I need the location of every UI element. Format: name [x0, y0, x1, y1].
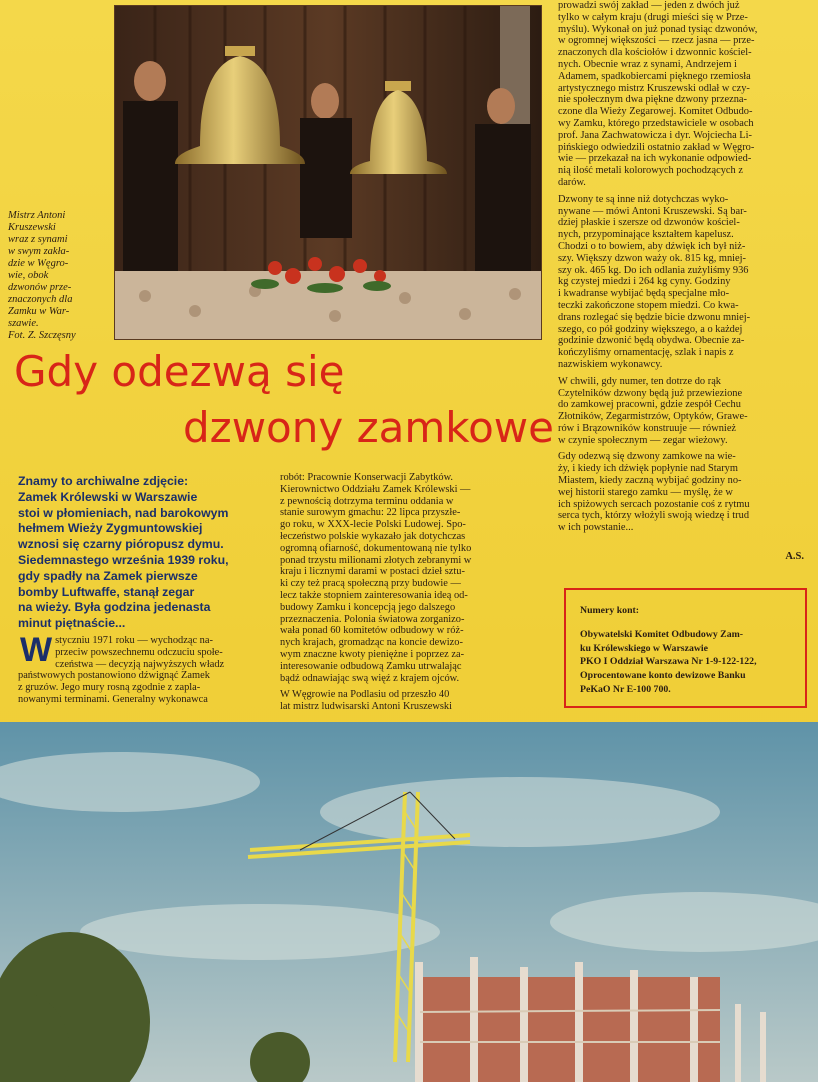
body-line: budowy Zamku i koncepcją jego dalszego	[280, 601, 456, 613]
body-line: lecz także stopniem zainteresowania ideą od-	[280, 589, 468, 601]
body-line: nie społecznym dwa piękne dzwony przezna-	[558, 94, 747, 106]
account-box-line: PeKaO Nr E-100 700.	[580, 683, 671, 695]
body-line: wym znaczne kwoty pieniężne i poprzez za-	[280, 648, 465, 660]
body-line: nych krajach, gromadząc na koncie dewizo-	[280, 637, 463, 649]
caption-line: dzie w Węgro-	[8, 258, 69, 269]
body-line: ży, i kiedy ich dźwięk popłynie nad Starym	[558, 463, 738, 475]
body-line: bądź odnawiając swą więź z krajem ojców.	[280, 672, 460, 684]
paragraph	[558, 376, 810, 447]
body-line: prof. Jana Zachwatowicza i dyr. Wojciecha Li-	[558, 129, 753, 141]
caption-credit: Fot. Z. Szczęsny	[8, 330, 76, 341]
lead-paragraph	[18, 474, 266, 632]
paragraph	[558, 451, 810, 534]
body-line: tylko w całym kraju (drugi mieści się w Prze-	[558, 11, 748, 23]
account-numbers-box	[564, 588, 807, 708]
body-line: kończyliśmy ornamentację, szlak i napis z	[558, 347, 734, 359]
body-line: interesowanie odbudową Zamku utrwalając	[280, 660, 462, 672]
body-line: Chodzi o to bowiem, aby dźwięk ich był niż-	[558, 240, 746, 252]
account-box-title: Numery kont:	[580, 605, 640, 616]
author-signature: A.S.	[785, 551, 804, 562]
account-box-line: ku Królewskiego w Warszawie	[580, 642, 708, 654]
body-line: Złotników, Zegarmistrzów, Optyków, Grawe-	[558, 411, 748, 423]
body-line: kraju i licznymi darami w postaci dzieł sztu-	[280, 566, 465, 578]
bells-photo-illustration	[115, 6, 541, 339]
caption-line: dzwonów prze-	[8, 282, 72, 293]
body-line: nazwiskiem wykonawcy.	[558, 358, 663, 370]
body-line: czeństwa — decyzją najwyższych władz	[55, 658, 225, 670]
caption-line: znaczonych dla	[8, 294, 73, 305]
caption-line: Zamku w War-	[8, 306, 70, 317]
body-line: godzinie dzwonić będą obydwa. Obecnie za-	[558, 335, 745, 347]
body-line: artystycznego mistrz Kruszewski odlał w czy-	[558, 82, 750, 94]
caption-line: szawie.	[8, 318, 39, 329]
headline-line-2: dzwony zamkowe	[183, 403, 554, 452]
body-line: nią ilość metali kolorowych pochodzących z	[558, 165, 743, 177]
body-line: w ogromnej większości — rzecz jasna — prze-	[558, 35, 755, 47]
body-line: nowanymi terminami. Generalny wykonawca	[18, 693, 208, 705]
body-line: Czytelników dzwony będą już przewiezione	[558, 387, 743, 399]
body-line: wy Zamku, którego przedstawiciele w osobach	[558, 117, 754, 129]
body-column-3	[558, 0, 810, 534]
bells-photo	[114, 5, 542, 340]
construction-crane-photo	[0, 722, 818, 1082]
body-line: dziej płaskie i szersze od dzwonów kościel-	[558, 217, 740, 229]
body-line: łeczeństwo polskie wykazało jak dotychczas	[280, 530, 466, 542]
body-line: teczki zakończone stopem miedzi. Co kwa-	[558, 299, 739, 311]
body-line: nywane — mówi Antoni Kruszewski. Są bar-	[558, 205, 747, 217]
body-line: Miastem, kiedy zaczną wybijać godziny no-	[558, 475, 742, 487]
body-line: styczniu 1971 roku — wychodząc na-	[55, 635, 213, 646]
body-line: serca tych, którzy włożyli swoją wiedzę i trud	[558, 510, 750, 522]
body-line: ponad trzystu milionami złotych zebranymi w	[280, 554, 472, 566]
body-line: Adamem, spadkobiercami pięknego rzemiosła	[558, 70, 751, 82]
body-line: przeznaczenia. Polonia światowa zorganizo-	[280, 613, 465, 625]
body-line: Gdy odezwą się dzwony zamkowe na wie-	[558, 451, 736, 463]
body-line: z gruzów. Jego mury rosną zgodnie z zapla-	[18, 682, 201, 694]
body-line: darów.	[558, 176, 586, 188]
lead-line: stoi w płomieniach, nad barokowym	[18, 505, 229, 520]
caption-line: w swym zakła-	[8, 246, 70, 257]
body-line: znaczonych dla kościołów i dzwonnic kościel-	[558, 47, 752, 59]
body-column-1	[18, 631, 270, 706]
body-line: szy. Większy dzwon waży ok. 815 kg, mniej-	[558, 252, 747, 264]
body-line: ki czy też pracą społeczną przy budowie —	[280, 578, 461, 590]
body-line: w czynie społecznym — zegar wieżowy.	[558, 434, 728, 446]
body-line: W chwili, gdy numer, ten dotrze do rąk	[558, 375, 721, 387]
body-line: z pewnością dotrzyma terminu oddania w	[280, 495, 454, 507]
paragraph	[558, 194, 810, 371]
body-line: rów i Brązowników konstruuje — również	[558, 422, 737, 434]
body-line: stanie surowym gmachu: 22 lipca przyszłe-	[280, 507, 461, 519]
body-line: ich spiżowych sercach pozostanie coś z rytmu	[558, 498, 750, 510]
body-line: drans rozlegać się będzie bicie dzwonu mniej-	[558, 311, 751, 323]
body-line: robót: Pracownie Konserwacji Zabytków.	[280, 472, 454, 483]
lead-line: na wieży. Była godzina jedenasta	[18, 600, 211, 615]
lead-line: gdy spadły na Zamek pierwsze	[18, 568, 198, 583]
caption-line: wie, obok	[8, 270, 49, 281]
body-line: wała ponad 60 komitetów odbudowy w róż-	[280, 625, 464, 637]
account-box-line: Oprocentowane konto dewizowe Banku	[580, 670, 746, 682]
body-line: myślu). Wykonał on już ponad tysiąc dzwonów,	[558, 23, 758, 35]
body-line: Kierownictwo Oddziału Zamek Królewski —	[280, 483, 471, 495]
construction-photo-illustration	[0, 722, 818, 1082]
body-line: ogromną ofiarność, dokumentowaną nie tylko	[280, 542, 472, 554]
body-line: wej historii starego zamku — myślę, że w	[558, 486, 733, 498]
photo-caption	[8, 210, 110, 342]
body-line: pińskiego odwiedzili ostatnio zakład w Węgro-	[558, 141, 755, 153]
body-line: szy ok. 465 kg. Do ich odlania zużyliśmy 936	[558, 264, 749, 276]
body-line: go roku, w XXX-lecie Polski Ludowej. Spo-	[280, 519, 466, 531]
account-box-line: PKO I Oddział Warszawa Nr 1-9-122-122,	[580, 656, 757, 668]
body-line: nych, przypominające kształtem kapelusz.	[558, 229, 734, 241]
headline-line-1: Gdy odezwą się	[14, 347, 345, 396]
drop-cap: W	[20, 631, 53, 669]
lead-line: Znamy to archiwalne zdjęcie:	[18, 474, 189, 488]
caption-line: Mistrz Antoni	[8, 210, 66, 221]
caption-line: Kruszewski	[8, 222, 56, 233]
body-line: prowadzi swój zakład — jeden z dwóch już	[558, 0, 740, 11]
body-line: szego, co pół godziny większego, a o każdej	[558, 323, 743, 335]
body-line: W Węgrowie na Podlasiu od przeszło 40	[280, 689, 450, 701]
body-line: wie — przekazał na ich wykonanie odpowied-	[558, 153, 752, 165]
body-line: czone dla Wieży Zegarowej. Komitet Odbudo-	[558, 106, 753, 118]
body-column-2	[280, 472, 550, 713]
caption-line: wraz z synami	[8, 234, 68, 245]
lead-line: Siedemnastego września 1939 roku,	[18, 552, 229, 567]
body-line: do zamkowej pracowni, gdzie zespół Cechu	[558, 399, 741, 411]
lead-line: Zamek Królewski w Warszawie	[18, 489, 198, 504]
body-line: nych. Obecnie wraz z synami, Andrzejem i	[558, 58, 737, 70]
body-line: kg czystej miedzi i 264 kg cyny. Godziny	[558, 276, 731, 288]
lead-line: bomby Luftwaffe, stanął zegar	[18, 584, 195, 599]
lead-line: minut piętnaście...	[18, 616, 126, 631]
body-line: i kwadranse wybijać będą specjalne mło-	[558, 288, 730, 300]
account-box-line: Obywatelski Komitet Odbudowy Zam-	[580, 628, 744, 640]
body-line: państwowych postanowiono dźwignąć Zamek	[18, 670, 210, 682]
lead-line: hełmem Wieży Zygmuntowskiej	[18, 521, 203, 536]
body-line: Dzwony te są inne niż dotychczas wyko-	[558, 193, 729, 205]
body-line: w ich powstanie...	[558, 522, 634, 534]
paragraph	[280, 689, 550, 713]
body-line: przeciw powszechnemu odczuciu społe-	[55, 646, 223, 658]
body-line: lat mistrz ludwisarski Antoni Kruszewski	[280, 701, 453, 713]
lead-line: wznosi się czarny pióropusz dymu.	[18, 537, 224, 552]
